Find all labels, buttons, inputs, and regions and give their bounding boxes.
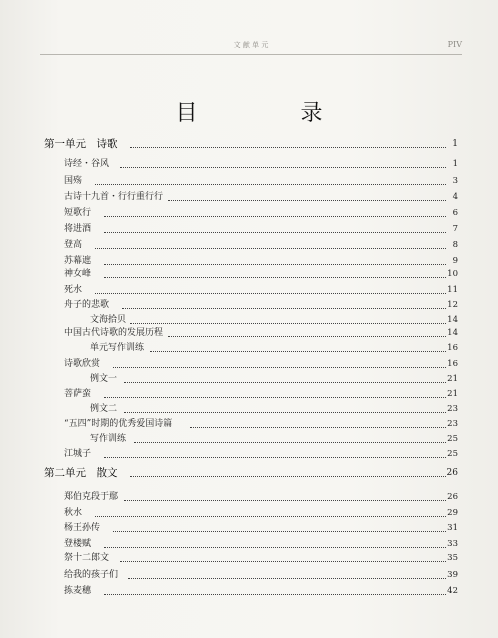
toc-entry[interactable] <box>0 388 498 402</box>
toc-entry[interactable] <box>0 522 498 536</box>
dot-leader <box>104 457 446 458</box>
toc-entry[interactable] <box>0 585 498 599</box>
entry-title: 写作训练 <box>90 434 127 444</box>
running-head-page: PIV <box>447 40 462 49</box>
entry-title: 郑伯克段于鄢 <box>64 492 119 502</box>
dot-leader <box>168 336 446 337</box>
dot-leader <box>104 594 446 595</box>
dot-leader <box>120 167 446 168</box>
dot-leader <box>104 216 446 217</box>
page-number: 23 <box>447 404 458 414</box>
entry-title: 死水 <box>64 285 83 295</box>
page-number: 1 <box>452 159 458 169</box>
entry-title: 诗经・谷风 <box>64 159 110 169</box>
page-number: 11 <box>447 285 458 295</box>
dot-leader <box>113 531 446 532</box>
dot-leader <box>130 476 446 477</box>
dot-leader <box>190 427 446 428</box>
page-number: 7 <box>452 224 458 234</box>
dot-leader <box>113 367 446 368</box>
dot-leader <box>168 200 446 201</box>
page-number: 21 <box>447 389 458 399</box>
dot-leader <box>120 561 446 562</box>
page-number: 39 <box>447 570 458 580</box>
dot-leader <box>104 277 446 278</box>
entry-title: 祭十二郎文 <box>64 553 110 563</box>
entry-title: 例文二 <box>90 404 118 414</box>
page-number: 16 <box>447 359 458 369</box>
page-number: 4 <box>452 192 458 202</box>
toc-entry[interactable] <box>0 268 498 282</box>
page-number: 10 <box>447 269 458 279</box>
entry-title: 秋水 <box>64 508 83 518</box>
dot-leader <box>128 578 446 579</box>
entry-title: 古诗十九首・行行重行行 <box>64 192 164 202</box>
dot-leader <box>122 308 446 309</box>
toc-unit-2[interactable] <box>0 467 498 481</box>
entry-title: 江城子 <box>64 449 92 459</box>
dot-leader <box>104 547 446 548</box>
entry-title: 国殇 <box>64 176 83 186</box>
page-number: 25 <box>447 449 458 459</box>
entry-title: 文海拾贝 <box>90 315 127 325</box>
dot-leader <box>124 500 446 501</box>
page-number: 8 <box>452 240 458 250</box>
dot-leader <box>104 232 446 233</box>
dot-leader <box>104 397 446 398</box>
toc-entry[interactable] <box>0 403 498 417</box>
page-number: 42 <box>447 586 458 596</box>
entry-title: 中国古代诗歌的发展历程 <box>64 328 164 338</box>
toc-entry[interactable] <box>0 358 498 372</box>
toc-entry[interactable] <box>0 223 498 237</box>
dot-leader <box>95 248 446 249</box>
page-number: 29 <box>447 508 458 518</box>
page-title: 目 录 <box>175 101 371 126</box>
dot-leader <box>134 442 446 443</box>
entry-title: 登高 <box>64 240 83 250</box>
toc-entry[interactable] <box>0 491 498 505</box>
toc-unit-1[interactable] <box>0 138 498 152</box>
page-number: 14 <box>447 315 458 325</box>
toc-entry[interactable] <box>0 342 498 356</box>
toc-entry[interactable] <box>0 327 498 341</box>
page-number: 35 <box>447 553 458 563</box>
toc-entry[interactable] <box>0 552 498 566</box>
dot-leader <box>95 184 446 185</box>
unit-title: 第一单元 诗歌 <box>44 138 118 150</box>
entry-title: 神女峰 <box>64 269 92 279</box>
toc-entry[interactable] <box>0 418 498 432</box>
entry-title: 例文一 <box>90 374 118 384</box>
entry-title: 杨王孙传 <box>64 523 101 533</box>
toc-entry[interactable] <box>0 569 498 583</box>
entry-title: 将进酒 <box>64 224 92 234</box>
page-number: 25 <box>447 434 458 444</box>
entry-title: 苏幕遮 <box>64 256 92 266</box>
page-number: 31 <box>447 523 458 533</box>
entry-title: 诗歌欣赏 <box>64 359 101 369</box>
unit-title: 第二单元 散文 <box>44 467 118 479</box>
page-number: 3 <box>452 176 458 186</box>
toc-entry[interactable] <box>0 191 498 205</box>
page-number: 26 <box>447 492 458 502</box>
page-number: 9 <box>452 256 458 266</box>
toc-entry[interactable] <box>0 507 498 521</box>
dot-leader <box>95 516 446 517</box>
page-number: 14 <box>447 328 458 338</box>
entry-title: 短歌行 <box>64 208 92 218</box>
entry-title: 给我的孩子们 <box>64 570 119 580</box>
page-number: 1 <box>452 139 458 149</box>
page-number: 16 <box>447 343 458 353</box>
entry-title: 登楼赋 <box>64 539 92 549</box>
page-number: 6 <box>452 208 458 218</box>
dot-leader <box>124 382 446 383</box>
toc-entry[interactable] <box>0 538 498 552</box>
toc-entry[interactable] <box>0 239 498 253</box>
dot-leader <box>150 351 446 352</box>
dot-leader <box>130 147 446 148</box>
page-number: 33 <box>447 539 458 549</box>
toc-entry[interactable] <box>0 448 498 462</box>
dot-leader <box>104 264 446 265</box>
dot-leader <box>130 323 446 324</box>
page-number: 26 <box>446 468 458 478</box>
toc-entry[interactable] <box>0 158 498 172</box>
toc-entry[interactable] <box>0 284 498 298</box>
toc-entry[interactable] <box>0 255 498 269</box>
toc-entry[interactable] <box>0 373 498 387</box>
page-number: 12 <box>447 300 458 310</box>
entry-title: 舟子的悲歌 <box>64 300 110 310</box>
toc-entry[interactable] <box>0 314 498 328</box>
entry-title: “五四”时期的优秀爱国诗篇 <box>64 419 173 429</box>
dot-leader <box>95 293 446 294</box>
entry-title: 菩萨蛮 <box>64 389 92 399</box>
toc-entry[interactable] <box>0 175 498 189</box>
toc-entry[interactable] <box>0 433 498 447</box>
entry-title: 拣麦穗 <box>64 586 92 596</box>
page-number: 21 <box>447 374 458 384</box>
toc-entry[interactable] <box>0 299 498 313</box>
entry-title: 单元写作训练 <box>90 343 145 353</box>
running-head-title: 文 献 单 元 <box>233 41 269 49</box>
toc-entry[interactable] <box>0 207 498 221</box>
page-number: 23 <box>447 419 458 429</box>
dot-leader <box>124 412 446 413</box>
